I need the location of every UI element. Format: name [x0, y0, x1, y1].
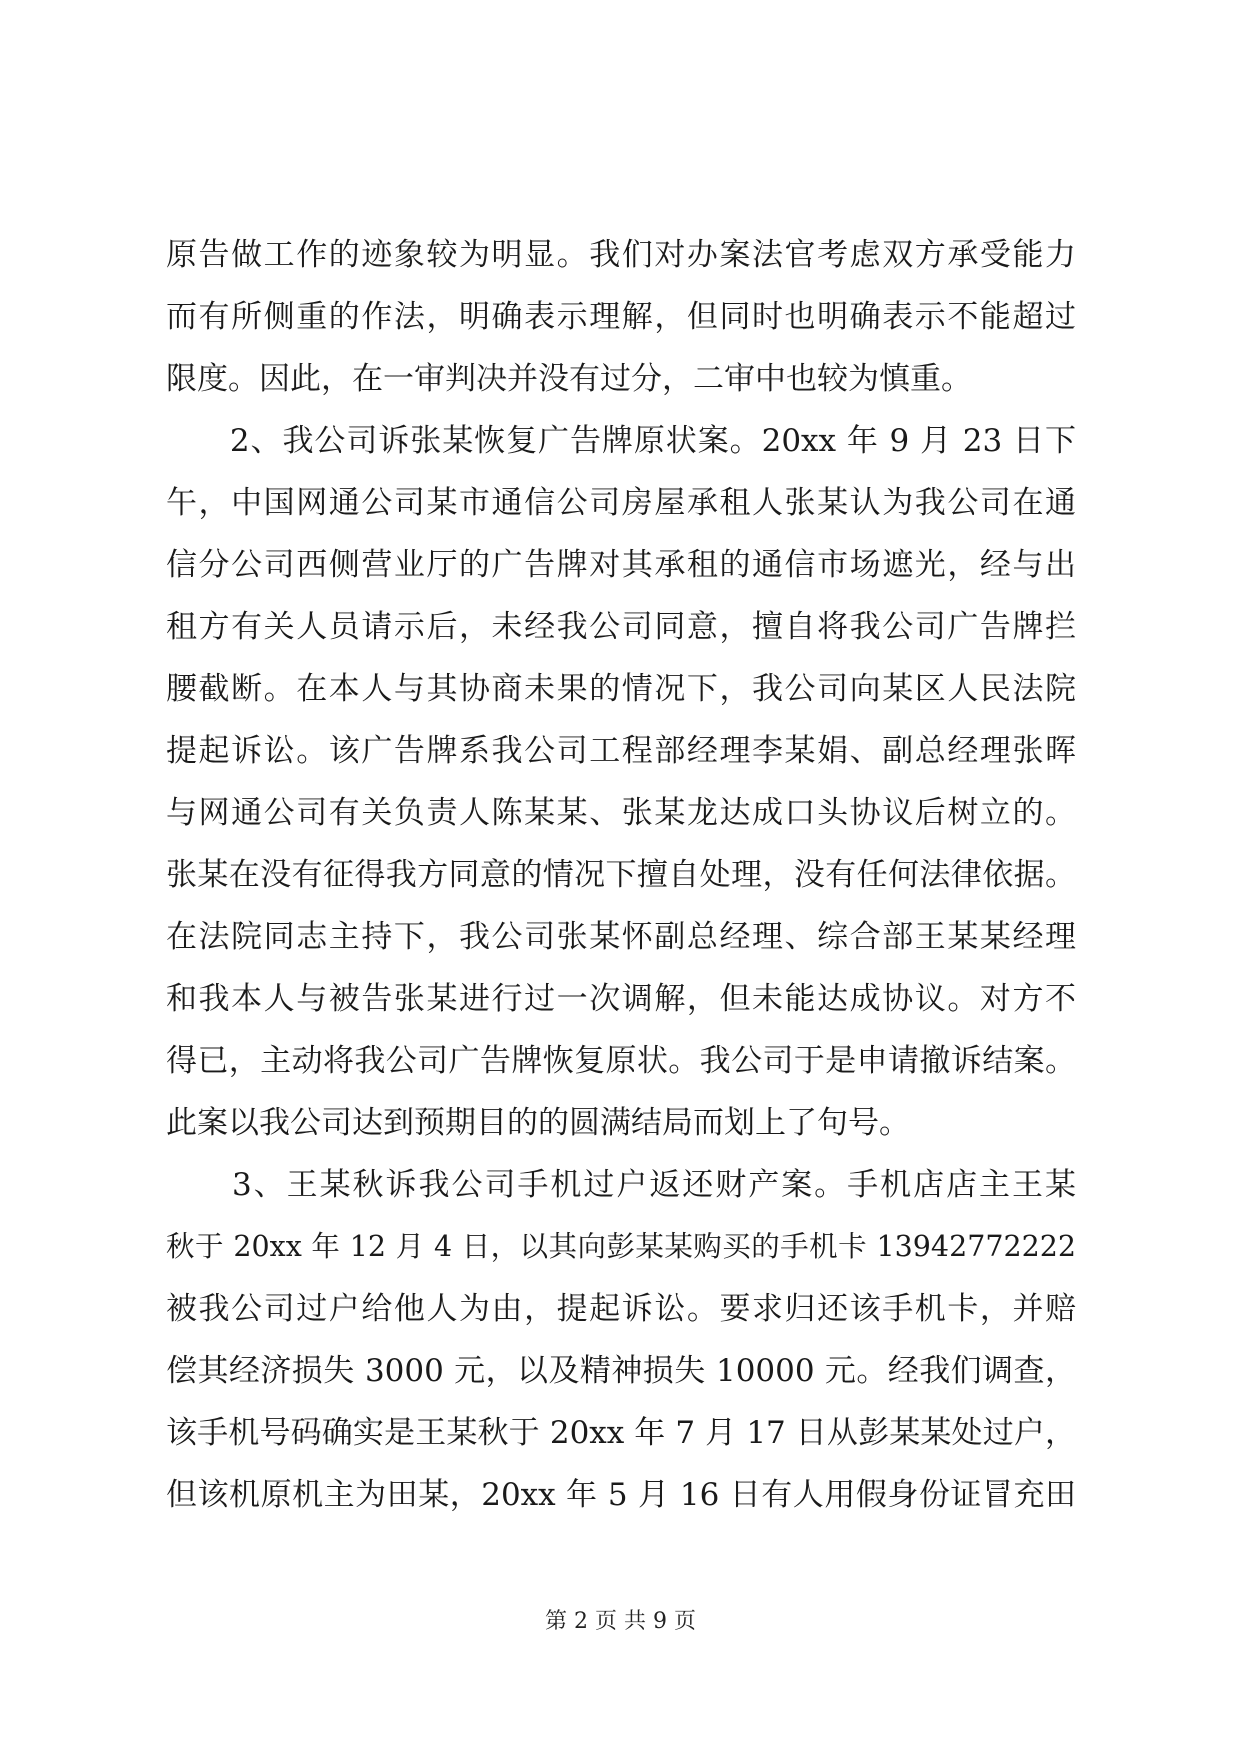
- body-text: [166, 224, 1076, 1526]
- text-line: 和我本人与被告张某进行过一次调解，但未能达成协议。对方不: [166, 981, 1076, 1017]
- text-line: 租方有关人员请示后，未经我公司同意，擅自将我公司广告牌拦: [166, 609, 1076, 645]
- text-line: 秋于 20xx 年 12 月 4 日，以其向彭某某购买的手机卡 13942772222: [166, 1230, 1076, 1263]
- text-line: 腰截断。在本人与其协商未果的情况下，我公司向某区人民法院: [166, 671, 1076, 707]
- page-number-footer: 第 2 页 共 9 页: [545, 1609, 696, 1634]
- text-line: 张某在没有征得我方同意的情况下擅自处理，没有任何法律依据。: [166, 857, 1076, 893]
- text-line: 得已，主动将我公司广告牌恢复原状。我公司于是申请撤诉结案。: [166, 1043, 1076, 1079]
- text-line: 2、我公司诉张某恢复广告牌原状案。20xx 年 9 月 23 日下: [166, 423, 1076, 459]
- text-line: 3、王某秋诉我公司手机过户返还财产案。手机店店主王某: [166, 1167, 1076, 1203]
- text-line: 午，中国网通公司某市通信公司房屋承租人张某认为我公司在通: [166, 485, 1076, 521]
- text-line: 与网通公司有关负责人陈某某、张某龙达成口头协议后树立的。: [166, 795, 1076, 831]
- text-line: 此案以我公司达到预期目的的圆满结局而划上了句号。: [166, 1105, 910, 1141]
- text-line: 提起诉讼。该广告牌系我公司工程部经理李某娟、副总经理张晖: [166, 733, 1076, 769]
- text-line: 而有所侧重的作法，明确表示理解，但同时也明确表示不能超过: [166, 299, 1076, 335]
- text-line: 原告做工作的迹象较为明显。我们对办案法官考虑双方承受能力: [166, 237, 1076, 273]
- text-line: 在法院同志主持下，我公司张某怀副总经理、综合部王某某经理: [166, 919, 1076, 955]
- text-line: 被我公司过户给他人为由，提起诉讼。要求归还该手机卡，并赔: [166, 1291, 1076, 1327]
- text-line: 但该机原机主为田某，20xx 年 5 月 16 日有人用假身份证冒充田: [166, 1477, 1076, 1513]
- text-line: 偿其经济损失 3000 元，以及精神损失 10000 元。经我们调查，: [166, 1353, 1076, 1389]
- text-line: 信分公司西侧营业厅的广告牌对其承租的通信市场遮光，经与出: [166, 547, 1076, 583]
- text-line: 限度。因此，在一审判决并没有过分，二审中也较为慎重。: [166, 361, 972, 397]
- text-line: 该手机号码确实是王某秋于 20xx 年 7 月 17 日从彭某某处过户，: [166, 1415, 1076, 1451]
